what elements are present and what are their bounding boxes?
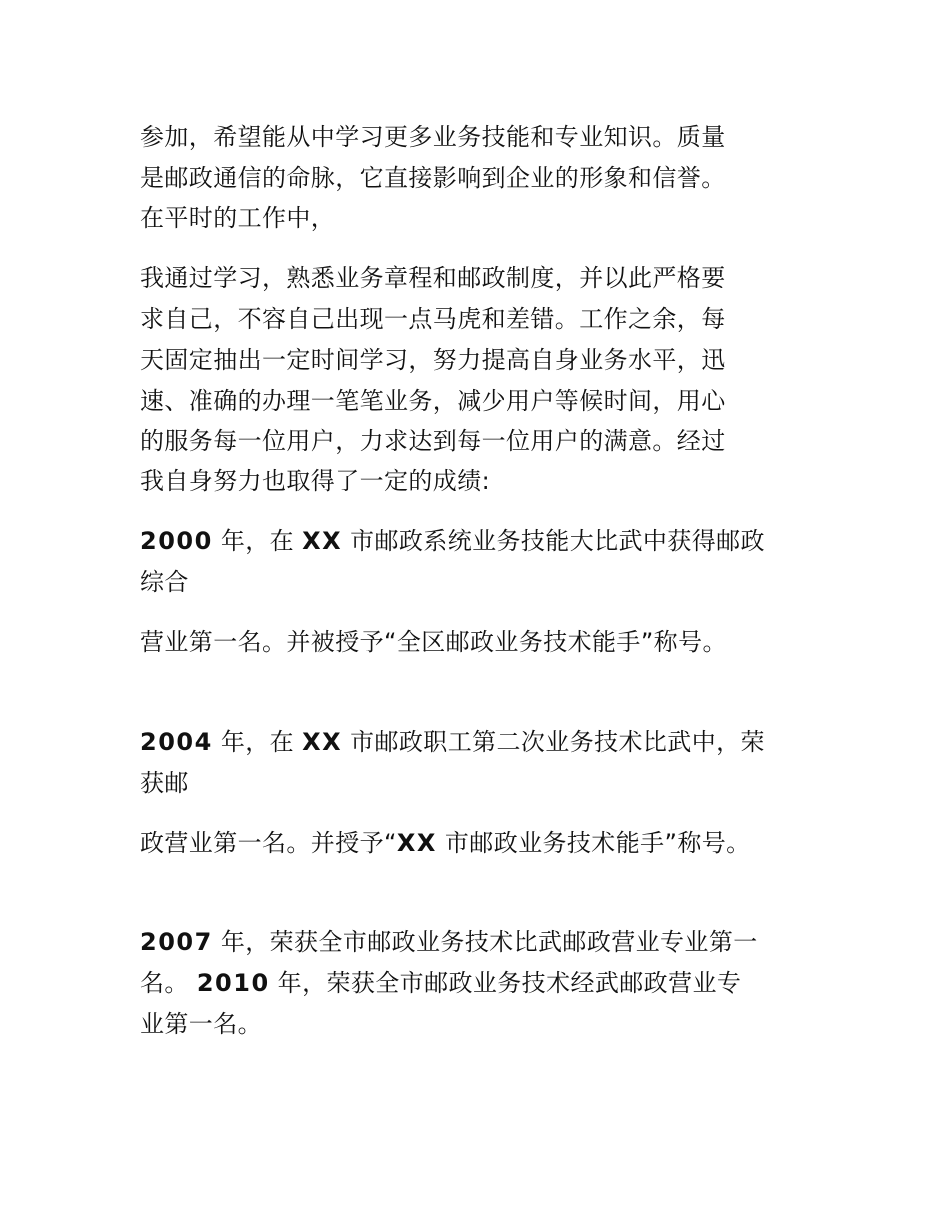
award2007-line2-b: 年，荣获全市邮政业务技术经武邮政营业专	[269, 969, 742, 997]
award2010-year: 2010	[196, 969, 270, 997]
award2007-line3: 业第一名。	[140, 1010, 262, 1038]
award2000-line2: 综合	[140, 568, 189, 596]
paragraph1-line1: 参加，希望能从中学习更多业务技能和专业知识。质量	[140, 123, 726, 151]
award2004-line3	[140, 828, 751, 858]
award2004-line3-city: XX	[396, 829, 437, 857]
paragraph1-line3: 在平时的工作中，	[140, 204, 336, 232]
paragraph2-line3: 天固定抽出一定时间学习，努力提高自身业务水平，迅	[140, 346, 726, 374]
award2004-text-b: 市邮政职工第二次业务技术比武中，荣	[342, 728, 765, 756]
award2000-line1	[140, 526, 765, 556]
paragraph2-line2: 求自己，不容自己出现一点马虎和差错。工作之余，每	[140, 305, 726, 333]
award2000-line3: 营业第一名。并被授予“全区邮政业务技术能手”称号。	[140, 628, 727, 656]
award2007-line1	[140, 927, 758, 957]
award2000-city: XX	[302, 527, 343, 555]
award2004-year: 2004	[140, 728, 213, 756]
award2007-year: 2007	[140, 928, 213, 956]
paragraph2-line4: 速、准确的办理一笔笔业务，减少用户等候时间，用心	[140, 387, 726, 415]
award2007-text: 年，荣获全市邮政业务技术比武邮政营业专业第一	[212, 928, 758, 956]
award2000-text-b: 市邮政系统业务技能大比武中获得邮政	[342, 527, 765, 555]
paragraph2-line6: 我自身努力也取得了一定的成绩:	[140, 467, 491, 495]
award2004-line1	[140, 727, 765, 757]
award2007-line2-a: 名。	[140, 969, 197, 997]
paragraph1-line2: 是邮政通信的命脉，它直接影响到企业的形象和信誉。	[140, 164, 726, 192]
award2004-line3-b: 市邮政业务技术能手”称号。	[436, 829, 751, 857]
paragraph2-line5: 的服务每一位用户，力求达到每一位用户的满意。经过	[140, 427, 726, 455]
paragraph2-line1: 我通过学习，熟悉业务章程和邮政制度，并以此严格要	[140, 264, 726, 292]
award2000-text-a: 年，在	[212, 527, 303, 555]
award2004-city: XX	[302, 728, 343, 756]
award2004-line2: 获邮	[140, 769, 189, 797]
award2007-line2	[140, 968, 741, 998]
award2000-year: 2000	[140, 527, 213, 555]
award2004-line3-a: 政营业第一名。并授予“	[140, 829, 397, 857]
award2004-text-a: 年，在	[212, 728, 303, 756]
